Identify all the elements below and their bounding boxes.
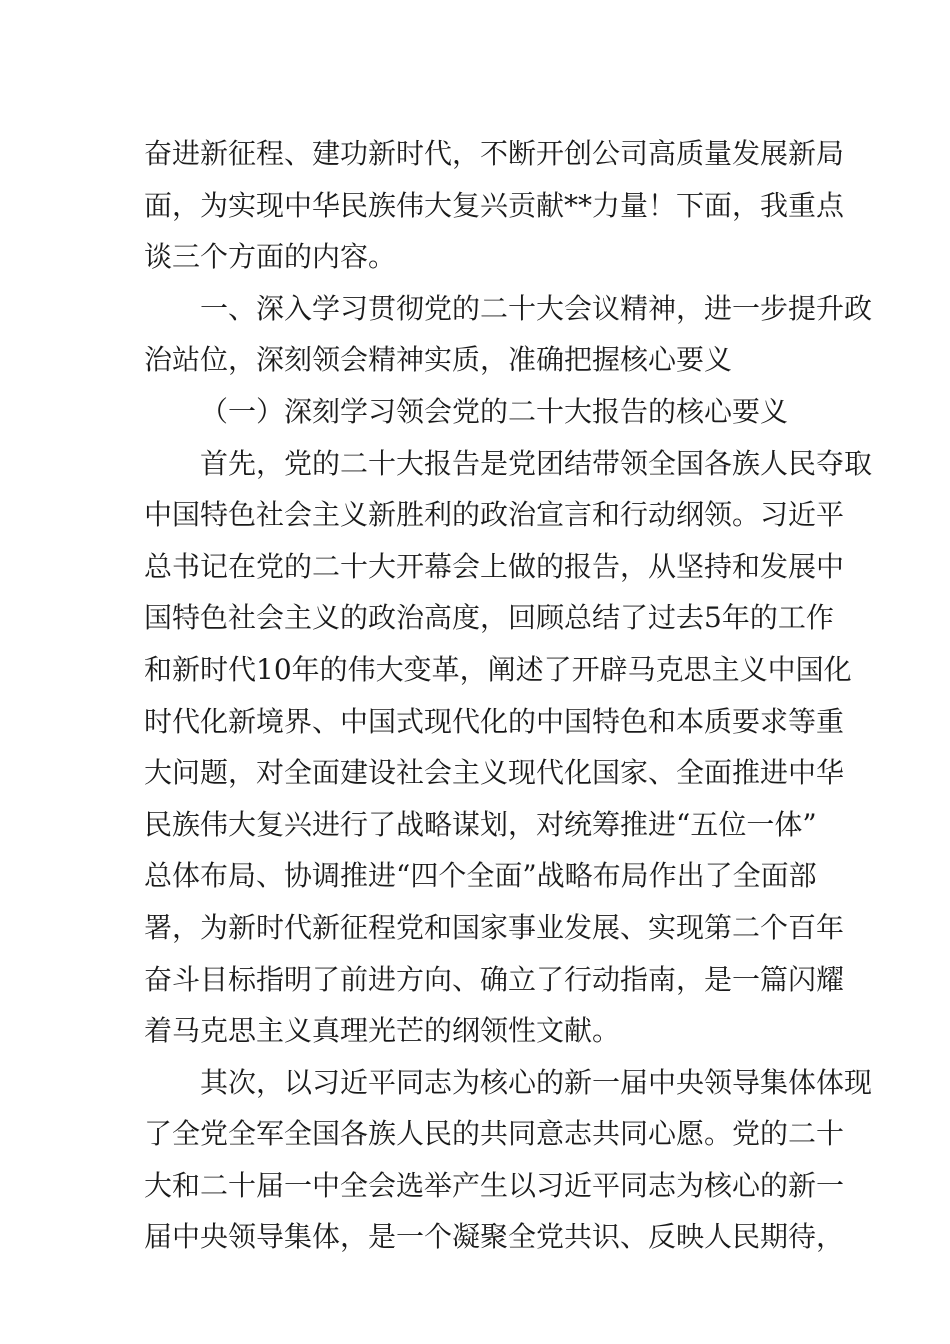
text-line: 面，为实现中华民族伟大复兴贡献**力量！下面，我重点 <box>144 188 845 222</box>
text-line: 首先，党的二十大报告是党团结带领全国各族人民夺取 <box>144 446 873 480</box>
text-line: 总书记在党的二十大开幕会上做的报告，从坚持和发展中 <box>144 549 845 583</box>
section-heading-line: 治站位，深刻领会精神实质，准确把握核心要义 <box>144 343 733 377</box>
text-line: 中国特色社会主义新胜利的政治宣言和行动纲领。习近平 <box>144 498 845 532</box>
text-line: 奋斗目标指明了前进方向、确立了行动指南，是一篇闪耀 <box>144 962 845 996</box>
text-line: 了全党全军全国各族人民的共同意志共同心愿。党的二十 <box>144 1117 845 1151</box>
text-line: 其次，以习近平同志为核心的新一届中央领导集体体现 <box>144 1065 873 1099</box>
text-line: 大问题，对全面建设社会主义现代化国家、全面推进中华 <box>144 756 845 790</box>
text-line: 署，为新时代新征程党和国家事业发展、实现第二个百年 <box>144 910 845 944</box>
text-line: 着马克思主义真理光芒的纲领性文献。 <box>144 1014 621 1048</box>
text-line: 谈三个方面的内容。 <box>144 240 397 274</box>
text-line: 民族伟大复兴进行了战略谋划，对统筹推进“五位一体” <box>144 807 817 841</box>
text-line: 总体布局、协调推进“四个全面”战略布局作出了全面部 <box>144 859 817 893</box>
text-line: 国特色社会主义的政治高度，回顾总结了过去5年的工作 <box>144 601 834 635</box>
document-body <box>144 128 873 1263</box>
section-heading-line: 一、深入学习贯彻党的二十大会议精神，进一步提升政 <box>144 291 873 325</box>
text-line: 奋进新征程、建功新时代，不断开创公司高质量发展新局 <box>144 137 845 170</box>
subsection-heading: （一）深刻学习领会党的二十大报告的核心要义 <box>200 394 789 428</box>
text-line: 时代化新境界、中国式现代化的中国特色和本质要求等重 <box>144 704 845 738</box>
text-line: 和新时代10年的伟大变革，阐述了开辟马克思主义中国化 <box>144 652 852 686</box>
text-line: 大和二十届一中全会选举产生以习近平同志为核心的新一 <box>144 1168 845 1202</box>
text-line: 届中央领导集体，是一个凝聚全党共识、反映人民期待， <box>144 1220 845 1254</box>
